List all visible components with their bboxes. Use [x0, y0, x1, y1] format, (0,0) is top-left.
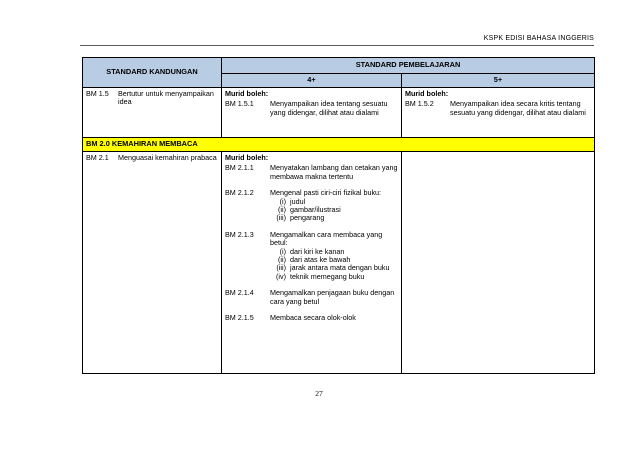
standard-kandungan-header: STANDARD KANDUNGAN	[83, 58, 222, 88]
sub-text: teknik memegang buku	[290, 271, 365, 281]
lead-text: Murid boleh:	[225, 153, 269, 162]
learning-code: BM 2.1.5	[225, 313, 254, 323]
learning-description: Menyatakan lambang dan cetakan yang membawa makna tertentu	[270, 163, 398, 181]
learning-standard-cell-4	[222, 152, 402, 374]
learning-description: Menyampaikan idea tentang sesuatu yang didengar, dilihat atau dialami	[270, 99, 388, 117]
learning-description: Menyampaikan idea secara kritis tentang sesuatu yang didengar, dilihat atau dialami	[450, 99, 586, 117]
sub-text: jarak antara mata dengan buku	[290, 263, 390, 273]
document-header-title: KSPK EDISI BAHASA INGGERIS	[483, 35, 594, 42]
sub-text: judul	[290, 196, 306, 206]
standard-description: Menguasai kemahiran prabaca	[118, 153, 217, 162]
standard-code: BM 2.1	[86, 153, 109, 162]
learning-code: BM 2.1.1	[225, 163, 254, 173]
sub-text: pengarang	[290, 213, 325, 223]
header-divider	[80, 45, 594, 46]
table-row	[83, 88, 595, 138]
learning-description: Mengamalkan cara membaca yang betul:	[270, 229, 383, 248]
sub-number: (iv)	[276, 271, 286, 281]
sub-number: (ii)	[278, 205, 286, 215]
sub-number: (iii)	[276, 213, 286, 223]
learning-description: Mengamalkan penjagaan buku dengan cara yang betul	[270, 288, 395, 306]
sub-text: gambar/ilustrasi	[290, 205, 341, 215]
learning-code: BM 2.1.3	[225, 229, 254, 239]
curriculum-table	[82, 57, 595, 374]
learning-description: Membaca secara olok-olok	[270, 313, 356, 323]
standard-code: BM 1.5	[86, 89, 109, 98]
sub-number: (i)	[279, 246, 286, 256]
learning-standard-cell-4	[222, 88, 402, 138]
standard-pembelajaran-header: STANDARD PEMBELAJARAN	[222, 58, 595, 74]
learning-description: Mengenal pasti ciri-ciri fizikal buku:	[270, 188, 382, 198]
level-5-header: 5+	[402, 74, 595, 88]
learning-code: BM 2.1.4	[225, 288, 254, 298]
section-heading: BM 2.0 KEMAHIRAN MEMBACA	[83, 138, 595, 152]
learning-code: BM 1.5.2	[405, 99, 434, 109]
learning-standard-cell-5-empty	[402, 152, 595, 374]
lead-text: Murid boleh:	[405, 89, 449, 98]
sub-number: (i)	[279, 196, 286, 206]
sub-number: (ii)	[278, 255, 286, 265]
lead-text: Murid boleh:	[225, 89, 269, 98]
learning-code: BM 2.1.2	[225, 188, 254, 198]
content-standard-cell	[83, 152, 222, 374]
sub-text: dari kiri ke kanan	[290, 246, 345, 256]
sub-number: (iii)	[276, 263, 286, 273]
page-number: 27	[315, 389, 323, 398]
table-row	[83, 152, 595, 374]
learning-standard-cell-5	[402, 88, 595, 138]
learning-code: BM 1.5.1	[225, 99, 254, 109]
standard-description: Bertutur untuk menyampaikan idea	[118, 89, 214, 107]
content-standard-cell	[83, 88, 222, 138]
level-4-header: 4+	[222, 74, 402, 88]
sub-text: dari atas ke bawah	[290, 255, 351, 265]
